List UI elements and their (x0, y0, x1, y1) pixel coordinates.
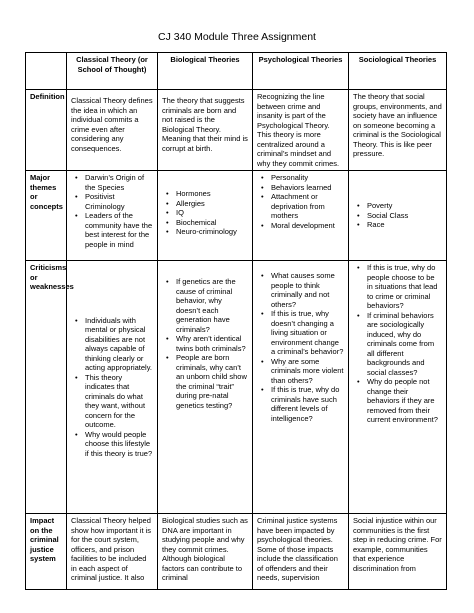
list-item: • Poverty (367, 201, 442, 211)
list-item: • If criminal behaviors are sociologically induced, why do criminals come from all different backgrounds and social classes? (367, 311, 442, 378)
header-biological: Biological Theories (158, 53, 253, 90)
list-item: • Personality (271, 173, 344, 183)
list-item: • If this is true, why do criminals have such different levels of intelligence? (271, 385, 344, 423)
list-item: • Individuals with mental or physical disabilities are not always capable of thinking clearly or acting appropriately. (85, 316, 153, 373)
themes-classical (67, 171, 158, 261)
criticisms-row (26, 261, 447, 514)
list-item: • Hormones (176, 189, 248, 199)
impact-row (26, 514, 447, 590)
criticisms-biological-list (162, 277, 248, 410)
list-item: • Why are some criminals more violent than others? (271, 357, 344, 386)
themes-sociological (349, 171, 447, 261)
impact-sociological: Social injustice within our communities is the first step in reducing crime. For example, communities that experience discrimination from (349, 514, 447, 590)
criticisms-classical-list (71, 316, 153, 459)
list-item: • Why aren’t identical twins both criminals? (176, 334, 248, 353)
themes-classical-list (71, 173, 153, 249)
list-item: • Allergies (176, 199, 248, 209)
header-classical: Classical Theory (or School of Thought) (67, 53, 158, 90)
themes-psychological-list (257, 173, 344, 230)
header-row (26, 53, 447, 90)
criticisms-psychological (253, 261, 349, 514)
list-item: • IQ (176, 208, 248, 218)
row-label-criticisms: Criticisms or weaknesses (26, 261, 67, 514)
theories-table (25, 52, 447, 590)
definition-psychological: Recognizing the line between crime and insanity is part of the Psychological Theory. This theory is more centralized around a criminal’s mindset and why they commit crimes. (253, 90, 349, 171)
document-title: CJ 340 Module Three Assignment (158, 31, 316, 43)
list-item: • Behaviors learned (271, 183, 344, 193)
criticisms-sociological-list (353, 263, 442, 425)
row-label-impact: Impact on the criminal justice system (26, 514, 67, 590)
definition-row (26, 90, 447, 171)
criticisms-psychological-list (257, 271, 344, 423)
list-item: • If genetics are the cause of criminal behavior, why doesn’t each generation have criminals? (176, 277, 248, 334)
definition-biological: The theory that suggests criminals are born and not raised is the Biological Theory. Meaning that their mind is corrupt at birth. (158, 90, 253, 171)
list-item: • Social Class (367, 211, 442, 221)
row-label-definition: Definition (26, 90, 67, 171)
impact-biological: Biological studies such as DNA are important in studying people and why they commit crimes. Although biological factors can contribute to criminal (158, 514, 253, 590)
list-item: • Neuro-criminology (176, 227, 248, 237)
list-item: • Race (367, 220, 442, 230)
definition-sociological: The theory that social groups, environments, and society have an influence on someone becoming a criminal is the Sociological Theory. This is like peer pressure. (349, 90, 447, 171)
themes-biological (158, 171, 253, 261)
definition-classical: Classical Theory defines the idea in which an individual commits a crime even after considering any consequences. (67, 90, 158, 171)
criticisms-classical (67, 261, 158, 514)
criticisms-sociological (349, 261, 447, 514)
header-corner (26, 53, 67, 90)
header-psychological: Psychological Theories (253, 53, 349, 90)
impact-classical: Classical Theory helped show how important it is for the court system, officers, and prison facilities to be included in each aspect of criminal justice. It also (67, 514, 158, 590)
list-item: • This theory indicates that criminals do what they want, without concern for the outcome. (85, 373, 153, 430)
list-item: • Why do people not change their behaviors if they are removed from their current environment? (367, 377, 442, 425)
themes-row (26, 171, 447, 261)
list-item: • Biochemical (176, 218, 248, 228)
list-item: • Leaders of the community have the best interest for the people in mind (85, 211, 153, 249)
themes-psychological (253, 171, 349, 261)
list-item: • Moral development (271, 221, 344, 231)
list-item: • If this is true, why doesn’t changing a living situation or environment change a criminal’s behavior? (271, 309, 344, 357)
list-item: • Attachment or deprivation from mothers (271, 192, 344, 221)
header-sociological: Sociological Theories (349, 53, 447, 90)
criticisms-biological (158, 261, 253, 514)
themes-biological-list (162, 189, 248, 237)
list-item: • Positivist Criminology (85, 192, 153, 211)
themes-sociological-list (353, 201, 442, 230)
list-item: • Darwin’s Origin of the Species (85, 173, 153, 192)
list-item: • Why would people choose this lifestyle if this theory is true? (85, 430, 153, 459)
impact-psychological: Criminal justice systems have been impacted by psychological theories. Some of those impacts include the classification of offenders and their needs, supervision (253, 514, 349, 590)
list-item: • People are born criminals, why can’t an unborn child show the criminal “trait” during pre-natal genetics testing? (176, 353, 248, 410)
list-item: • If this is true, why do people choose to be in situations that lead to crime or criminal behaviors? (367, 263, 442, 311)
list-item: • What causes some people to think criminally and not others? (271, 271, 344, 309)
row-label-themes: Major themes or concepts (26, 171, 67, 261)
